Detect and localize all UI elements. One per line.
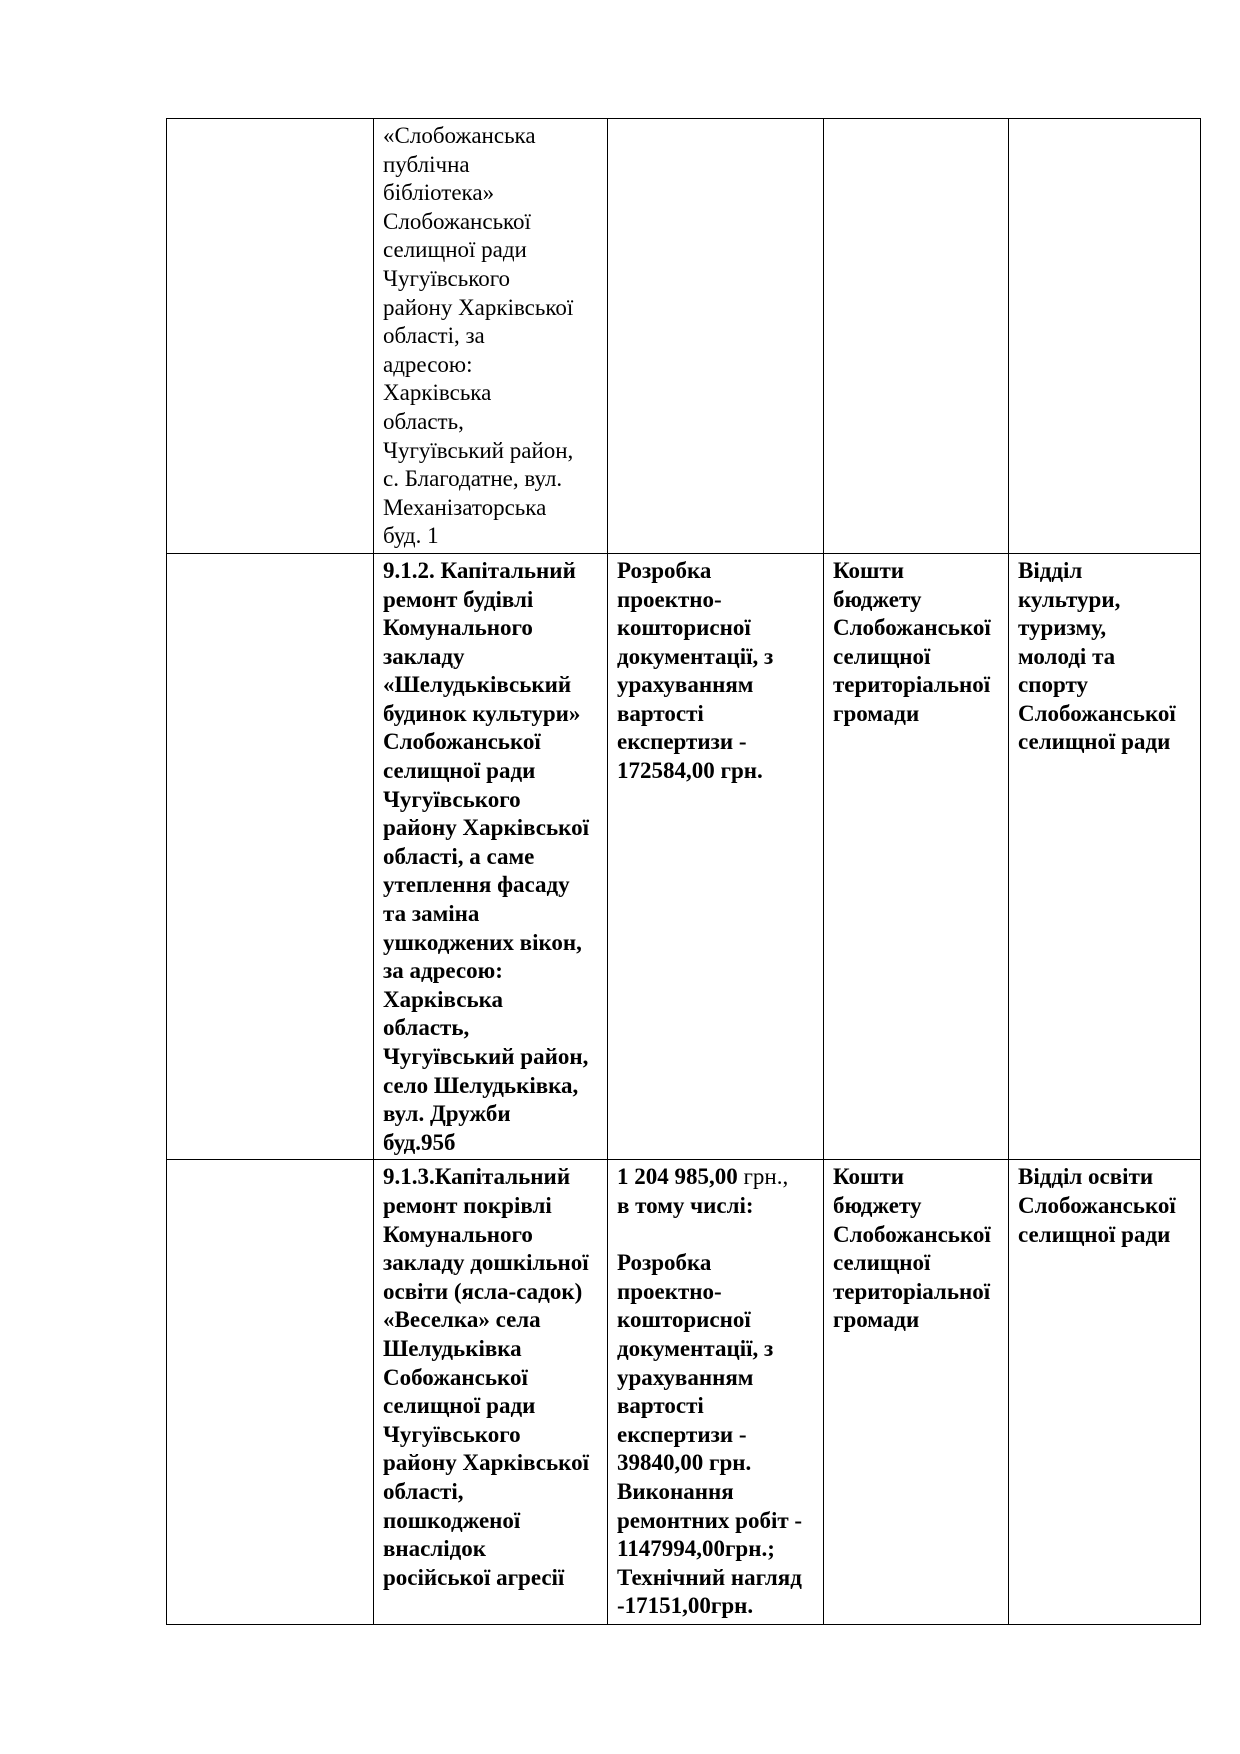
text-line: урахуванням xyxy=(617,672,754,698)
text-line: документації, з xyxy=(617,1335,774,1361)
row3-executor-cell xyxy=(1009,1160,1201,1625)
text-line: експертизи - xyxy=(617,729,747,755)
text-line: 172584,00 грн. xyxy=(617,758,763,784)
row1-number-cell xyxy=(167,119,374,554)
table-row xyxy=(167,1160,1201,1625)
text-line: Чугуївського xyxy=(383,786,521,812)
text-line: Кошти xyxy=(833,1164,904,1190)
row3-cost-text xyxy=(617,1192,817,1621)
text-line: пошкодженої xyxy=(383,1507,521,1533)
text-line: публічна xyxy=(383,151,470,177)
row3-total-amount: 1 204 985,00 xyxy=(617,1164,738,1190)
text-line: Слобожанської xyxy=(833,615,991,641)
text-line: Чугуївського xyxy=(383,265,511,291)
row3-measure-cell xyxy=(374,1160,608,1625)
text-line: Шелудьківка xyxy=(383,1335,522,1361)
text-line: області, за xyxy=(383,323,485,349)
text-line: селищної ради xyxy=(383,758,536,784)
text-line: -17151,00грн. xyxy=(617,1593,754,1619)
text-line: проектно- xyxy=(617,586,722,612)
text-line: Механізаторська xyxy=(383,494,547,520)
text-line: Технічний нагляд xyxy=(617,1564,802,1590)
text-line: туризму, xyxy=(1018,615,1107,641)
text-line: 39840,00 грн. xyxy=(617,1450,752,1476)
text-line: селищної ради xyxy=(383,1393,536,1419)
row1-measure-text xyxy=(383,122,601,551)
text-line: ремонт будівлі xyxy=(383,586,534,612)
text-line: Слобожанської xyxy=(383,729,541,755)
text-line: Собожанської xyxy=(383,1364,528,1390)
row2-executor-text xyxy=(1018,557,1194,757)
text-line: Чугуївський район, xyxy=(383,1044,589,1069)
row2-cost-text xyxy=(617,557,817,786)
text-line: кошторисної xyxy=(617,1307,751,1333)
text-line: ремонт покрівлі xyxy=(383,1192,552,1218)
text-line: закладу дошкільної xyxy=(383,1250,589,1276)
text-line: за адресою: xyxy=(383,958,503,984)
text-line: ушкоджених вікон, xyxy=(383,929,582,955)
text-line: району Харківської xyxy=(383,1450,590,1476)
row3-cost-cell xyxy=(608,1160,824,1625)
text-line: вартості xyxy=(617,700,704,726)
text-line: с. Благодатне, вул. xyxy=(383,466,563,492)
row3-total-line xyxy=(617,1163,817,1192)
text-line: бібліотека» xyxy=(383,180,495,206)
text-line: Чугуївського xyxy=(383,1421,521,1447)
text-line: вартості xyxy=(617,1393,704,1419)
row1-source-cell xyxy=(824,119,1009,554)
row3-executor-text xyxy=(1018,1163,1194,1249)
text-line: спорту xyxy=(1018,672,1088,698)
text-line: Харківська xyxy=(383,986,504,1012)
row2-measure-cell xyxy=(374,553,608,1159)
row2-measure-text xyxy=(383,557,601,1157)
text-line: документації, з xyxy=(617,643,774,669)
text-line: селищної ради xyxy=(1018,729,1171,755)
text-line: Кошти xyxy=(833,557,904,583)
text-line: Відділ освіти xyxy=(1018,1164,1154,1190)
text-line: культури, xyxy=(1018,586,1121,612)
text-line: Слобожанської xyxy=(833,1221,991,1247)
text-line: селищної ради xyxy=(1018,1221,1171,1247)
row2-cost-cell xyxy=(608,553,824,1159)
text-line: будинок культури» xyxy=(383,700,581,726)
text-line: Комунального xyxy=(383,1221,533,1247)
text-line: проектно- xyxy=(617,1278,722,1304)
table-row xyxy=(167,119,1201,554)
text-line: 1147994,00грн.; xyxy=(617,1536,775,1562)
text-line: 9.1.2. Капітальний xyxy=(383,557,576,583)
text-line: селищної xyxy=(833,1250,931,1276)
text-line: Розробка xyxy=(617,1250,712,1276)
text-line: Чугуївський район, xyxy=(383,437,574,463)
text-line xyxy=(617,1221,817,1250)
row2-source-text xyxy=(833,557,1002,729)
row3-total-suffix: грн., xyxy=(737,1164,789,1190)
text-line: внаслідок xyxy=(383,1536,487,1562)
text-line: буд.95б xyxy=(383,1129,456,1155)
text-line: Слобожанської xyxy=(383,208,531,234)
text-line: в тому числі: xyxy=(617,1192,754,1218)
table-row xyxy=(167,553,1201,1159)
text-line: освіти (ясла-садок) xyxy=(383,1278,583,1304)
text-line: область, xyxy=(383,1015,470,1041)
text-line: 9.1.3.Капітальний xyxy=(383,1164,571,1190)
text-line: селищної xyxy=(833,643,931,669)
text-line: громади xyxy=(833,1307,920,1333)
row2-number-cell xyxy=(167,553,374,1159)
text-line: утеплення фасаду xyxy=(383,872,570,898)
text-line: району Харківської xyxy=(383,294,574,320)
text-line: територіальної xyxy=(833,1278,991,1304)
row3-number-cell xyxy=(167,1160,374,1625)
text-line: урахуванням xyxy=(617,1364,754,1390)
text-line: Відділ xyxy=(1018,557,1083,583)
row3-source-cell xyxy=(824,1160,1009,1625)
text-line: Слобожанської xyxy=(1018,1192,1176,1218)
text-line: село Шелудьківка, xyxy=(383,1072,579,1098)
row3-source-text xyxy=(833,1163,1002,1335)
text-line: буд. 1 xyxy=(383,523,439,549)
text-line: кошторисної xyxy=(617,615,751,641)
text-line: «Слобожанська xyxy=(383,123,536,148)
text-line: бюджету xyxy=(833,586,922,612)
row2-executor-cell xyxy=(1009,553,1201,1159)
text-line: «Веселка» села xyxy=(383,1307,541,1333)
text-line: область, xyxy=(383,408,464,434)
text-line: «Шелудьківський xyxy=(383,672,572,698)
text-line: Харківська xyxy=(383,380,492,406)
text-line: та заміна xyxy=(383,901,480,927)
text-line: області, xyxy=(383,1478,464,1504)
text-line: селищної ради xyxy=(383,237,527,263)
row1-measure-cell xyxy=(374,119,608,554)
row1-executor-cell xyxy=(1009,119,1201,554)
row3-measure-text xyxy=(383,1163,601,1592)
text-line: Комунального xyxy=(383,615,533,641)
text-line: молоді та xyxy=(1018,643,1116,669)
row2-source-cell xyxy=(824,553,1009,1159)
text-line: закладу xyxy=(383,643,465,669)
text-line: району Харківської xyxy=(383,815,590,841)
text-line: Розробка xyxy=(617,557,712,583)
text-line: Виконання xyxy=(617,1478,734,1504)
text-line: громади xyxy=(833,700,920,726)
text-line: експертизи - xyxy=(617,1421,747,1447)
row1-cost-cell xyxy=(608,119,824,554)
program-table xyxy=(166,118,1201,1625)
text-line: територіальної xyxy=(833,672,991,698)
text-line: ремонтних робіт - xyxy=(617,1507,803,1533)
text-line: області, а саме xyxy=(383,843,535,869)
text-line: бюджету xyxy=(833,1192,922,1218)
text-line: адресою: xyxy=(383,351,473,377)
text-line: вул. Дружби xyxy=(383,1101,511,1127)
text-line: російської агресії xyxy=(383,1564,565,1590)
text-line: Слобожанської xyxy=(1018,700,1176,726)
